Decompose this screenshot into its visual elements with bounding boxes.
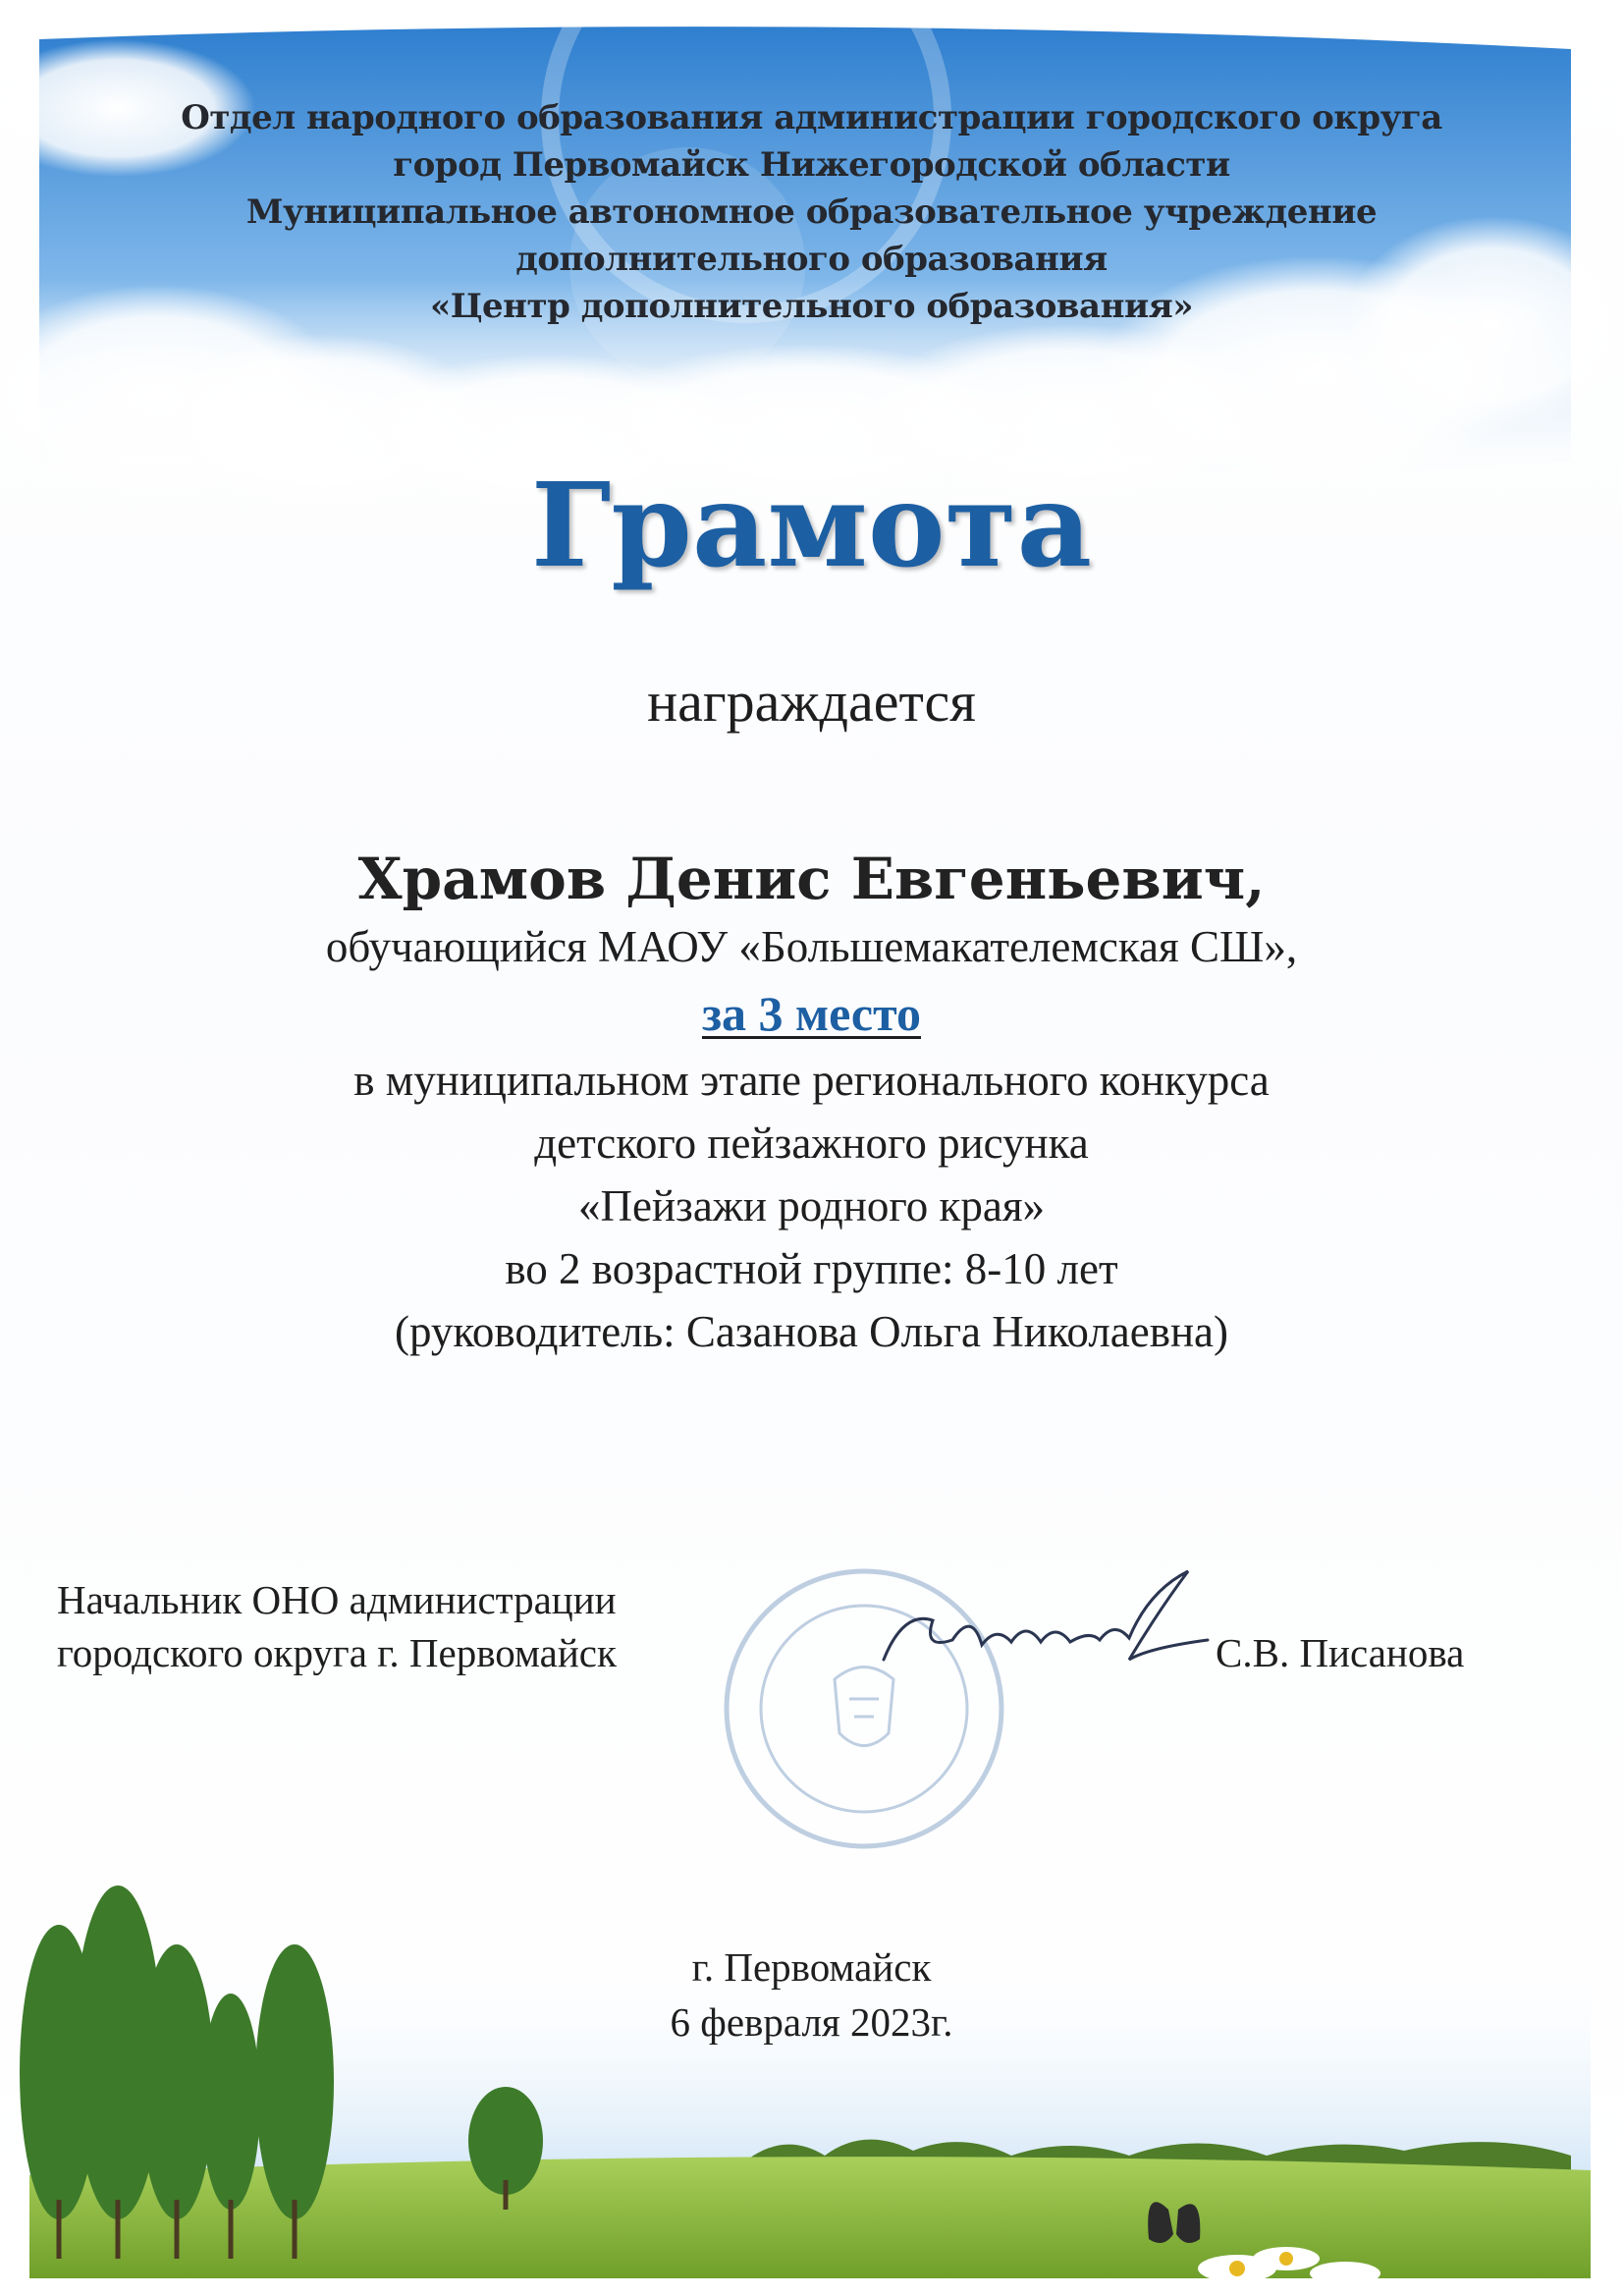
signatory-title-line: Начальник ОНО администрации bbox=[57, 1577, 617, 1622]
issuer-header bbox=[0, 94, 1623, 330]
recipient-school: обучающийся МАОУ «Большемакателемская СШ», bbox=[325, 922, 1298, 971]
award-place bbox=[0, 978, 1623, 1049]
description-line: детского пейзажного рисунка bbox=[534, 1119, 1089, 1168]
description-line: (руководитель: Сазанова Ольга Николаевна) bbox=[394, 1307, 1229, 1356]
header-line: город Первомайск Нижегородской области bbox=[393, 145, 1230, 185]
header-line: Муниципальное автономное образовательное учреждение bbox=[245, 192, 1378, 232]
footer-city: г. Первомайск bbox=[691, 1944, 932, 1990]
certificate-title: Грамота bbox=[530, 457, 1093, 593]
signatory-title bbox=[57, 1573, 617, 1679]
signatory-title-line: городского округа г. Первомайск bbox=[57, 1630, 617, 1675]
description-line: «Пейзажи родного края» bbox=[577, 1181, 1046, 1230]
footer-date: 6 февраля 2023г. bbox=[670, 1999, 953, 2045]
description-line: во 2 возрастной группе: 8-10 лет bbox=[505, 1244, 1118, 1293]
award-place-text: за 3 место bbox=[701, 986, 922, 1041]
recipient-name: Храмов Денис Евгеньевич, bbox=[357, 846, 1266, 912]
header-line: дополнительного образования bbox=[515, 240, 1108, 279]
description-line: в муниципальном этапе регионального конкурса bbox=[353, 1056, 1270, 1105]
awarded-text: награждается bbox=[647, 670, 976, 734]
signature bbox=[864, 1552, 1217, 1699]
award-body bbox=[0, 843, 1623, 1363]
header-line: Отдел народного образования администрации городского округа bbox=[181, 98, 1442, 137]
signatory-name: С.В. Писанова bbox=[1216, 1630, 1465, 1675]
footer bbox=[0, 1940, 1623, 2050]
header-line: «Центр дополнительного образования» bbox=[429, 287, 1194, 326]
